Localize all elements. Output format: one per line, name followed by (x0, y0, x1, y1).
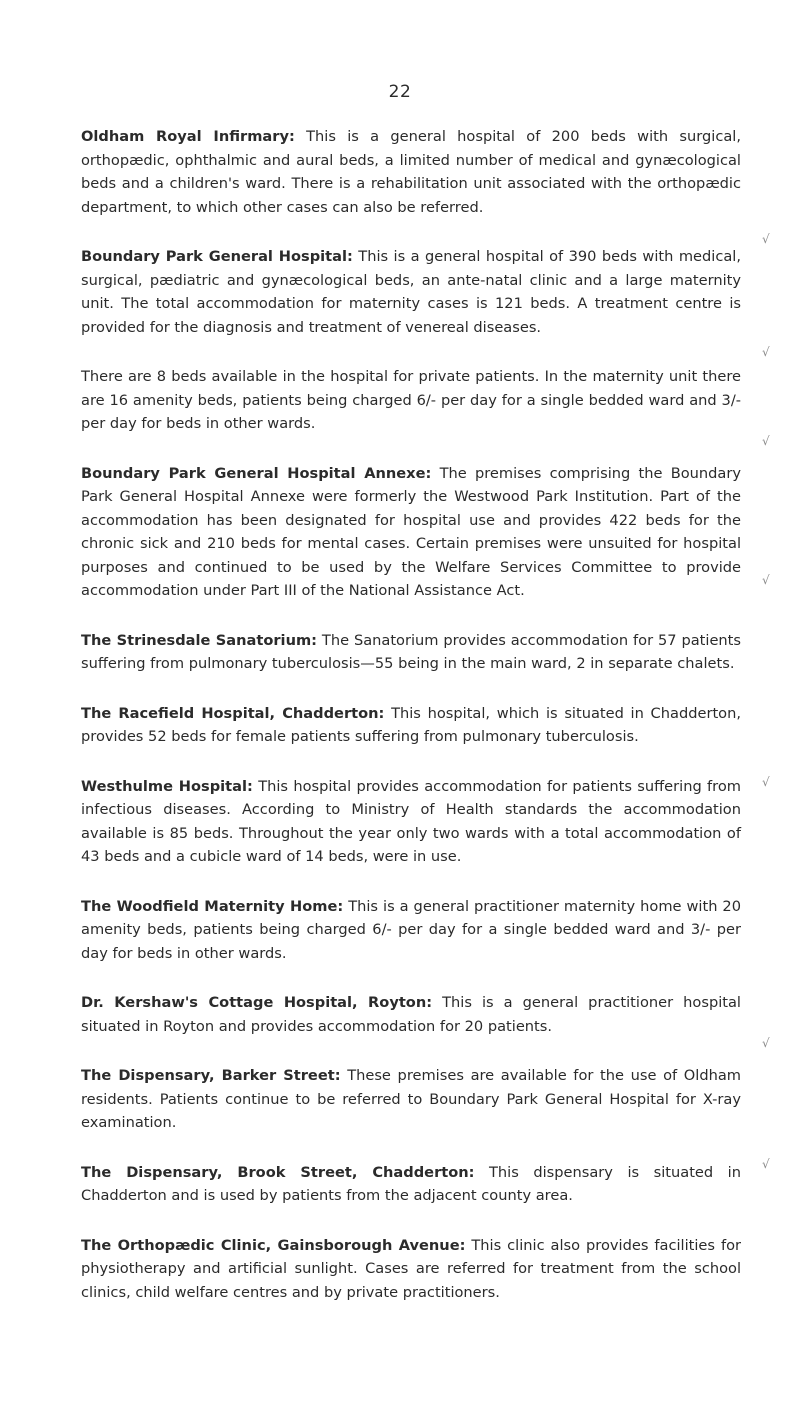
paragraph-orthopaedic-clinic (81, 1234, 741, 1305)
paragraph-heading: The Dispensary, Barker Street: (81, 1067, 341, 1084)
paragraph-heading: The Strinesdale Sanatorium: (81, 631, 317, 649)
paragraph-text: This hospital provides accommodation for patients suffering from infectious diseases. According to Ministry of Health standards the accommodation available is 85 beds. Throughout the year only two wards with a total accommodation of 43 beds and a cubicle ward of 14 beds, were in use. (81, 777, 742, 865)
margin-tick-mark: √ (762, 345, 770, 359)
paragraph-heading: The Racefield Hospital, Chadderton: (81, 704, 385, 722)
paragraph-dispensary-brook-street (81, 1161, 741, 1208)
margin-tick-mark: √ (762, 232, 770, 246)
page-number: 22 (388, 82, 412, 102)
paragraph-heading: Dr. Kershaw's Cottage Hospital, Royton: (81, 994, 433, 1011)
paragraph-text: The premises comprising the Boundary Park General Hospital Annexe were formerly the Westwood Park Institution. Part of the accommodation has been designated for hospital use and provides 422 beds for the chronic sick and 210 beds for mental cases. Certain premises were unsuited for hospital purposes and continued to be used by the Welfare Services Committee to provide accommodation under Part III of the National Assistance Act. (81, 464, 742, 599)
paragraph-boundary-park-general-hospital (81, 245, 741, 339)
paragraph-text: This clinic also provides facilities for physiotherapy and artificial sunlight. Cases are referred for treatment from the school clinics, child welfare centres and by private practitioners. (81, 1236, 742, 1301)
paragraph-oldham-royal-infirmary (81, 125, 741, 219)
paragraph-text: This hospital, which is situated in Chadderton, provides 52 beds for female patients suffering from pulmonary tuberculosis. (81, 704, 741, 745)
paragraph-text: This is a general hospital of 390 beds with medical, surgical, pædiatric and gynæcological beds, an ante-natal clinic and a large maternity unit. The total accommodation for maternity cases is 121 beds. A treatment centre is provided for the diagnosis and treatment of venereal diseases. (81, 248, 741, 336)
paragraph-kershaw-cottage-hospital (81, 991, 741, 1038)
paragraph-woodfield-maternity-home (81, 895, 741, 966)
paragraph-heading: The Woodfield Maternity Home: (81, 897, 344, 915)
paragraph-dispensary-barker-street (81, 1064, 741, 1135)
paragraph-text: This is a general practitioner hospital situated in Royton and provides accommodation for 20 patients. (81, 994, 741, 1035)
paragraph-heading: Oldham Royal Infirmary: (81, 128, 295, 145)
paragraph-heading: The Orthopædic Clinic, Gainsborough Avenue: (81, 1236, 466, 1254)
paragraph-racefield-hospital (81, 702, 741, 749)
paragraph-boundary-park-annexe (81, 462, 741, 603)
margin-tick-mark: √ (762, 1036, 770, 1050)
paragraph-text: There are 8 beds available in the hospital for private patients. In the maternity unit there are 16 amenity beds, patients being charged 6/- per day for a single bedded ward and 3/- per day for beds in other wards. (81, 368, 741, 432)
paragraph-text: The Sanatorium provides accommodation for 57 patients suffering from pulmonary tuberculosis—55 being in the main ward, 2 in separate chalets. (81, 631, 741, 672)
margin-tick-mark: √ (762, 775, 770, 789)
paragraph-heading: The Dispensary, Brook Street, Chadderton: (81, 1163, 475, 1181)
paragraph-text: This dispensary is situated in Chadderton and is used by patients from the adjacent county area. (81, 1163, 741, 1204)
margin-tick-mark: √ (762, 573, 770, 587)
margin-tick-mark: √ (762, 1157, 770, 1171)
page-content (81, 125, 741, 1304)
paragraph-heading: Boundary Park General Hospital: (81, 248, 353, 265)
paragraph-strinesdale-sanatorium (81, 629, 741, 676)
margin-tick-mark: √ (762, 434, 770, 448)
paragraph-text: This is a general practitioner maternity home with 20 amenity beds, patients being charged 6/- per day for a single bedded ward and 3/- per day for beds in other wards. (81, 897, 741, 962)
paragraph-text: These premises are available for the use of Oldham residents. Patients continue to be referred to Boundary Park General Hospital for X-ray examination. (81, 1067, 741, 1131)
paragraph-private-beds (81, 365, 741, 436)
paragraph-heading: Boundary Park General Hospital Annexe: (81, 464, 432, 482)
paragraph-westhulme-hospital (81, 775, 741, 869)
paragraph-text: This is a general hospital of 200 beds with surgical, orthopædic, ophthalmic and aural beds, a limited number of medical and gynæcological beds and a children's ward. There is a rehabilitation unit associated with the orthopædic department, to which other cases can also be referred. (81, 128, 741, 216)
paragraph-heading: Westhulme Hospital: (81, 777, 253, 795)
